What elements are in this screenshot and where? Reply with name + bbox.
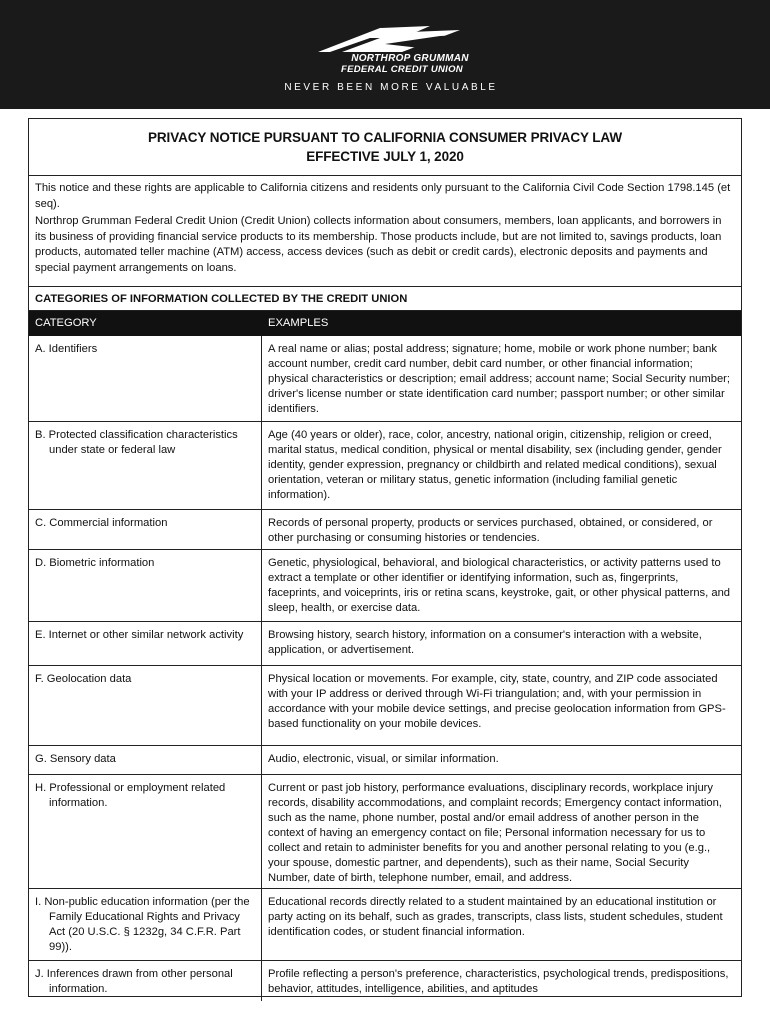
intro-paragraph-2: Northrop Grumman Federal Credit Union (Credit Union) collects information about consumers, members, loan applicants, and borrowers in its business of providing financial service products to its membership. Those products include, but are not limited to, savings products, loan products, automated teller machine (ATM) access, access devices (such as debit or credit cards), electronic deposits and payments and special payment arrangements on loans.: [35, 215, 722, 274]
row-examples: Age (40 years or older), race, color, ancestry, national origin, citizenship, religion or creed, marital status, medical condition, physical or mental disability, sex (including gender, gender identity, gender expression, pregnancy or childbirth and related medical conditions), sexual orientation, veteran or military status, genetic information (including familial genetic information).: [268, 429, 722, 501]
row-category: G. Sensory data: [35, 753, 116, 765]
table-row: [29, 510, 741, 550]
table-header: [29, 311, 741, 336]
title-line-2: EFFECTIVE JULY 1, 2020: [306, 149, 464, 164]
logo-text-line2: FEDERAL CREDIT UNION: [341, 64, 463, 75]
table-row: [29, 666, 741, 746]
table-row: [29, 422, 741, 510]
row-examples: Browsing history, search history, information on a consumer's interaction with a website, application, or advertisement.: [268, 629, 702, 656]
table-row: [29, 622, 741, 666]
row-category: J. Inferences drawn from other personal information.: [35, 968, 233, 995]
row-examples: A real name or alias; postal address; signature; home, mobile or work phone number; bank account number, credit card number, debit card number, or other financial information; physical characteristics or description; email address; account name; Social Security number; driver's license number or state identification card number; passport number; or other similar identifiers.: [268, 343, 730, 415]
row-examples: Profile reflecting a person's preference, characteristics, psychological trends, predispositions, behavior, attitudes, intelligence, abilities, and aptitudes: [268, 968, 729, 995]
row-examples: Genetic, physiological, behavioral, and biological characteristics, or activity patterns used to extract a template or other identifier or identifying information, such as, fingerprints, faceprints, and voiceprints, iris or retina scans, keystroke, gait, or other physical patterns, and sleep, health, or exercise data.: [268, 557, 731, 614]
row-examples: Current or past job history, performance evaluations, disciplinary records, workplace injury records, disability accommodations, and complaint records; Emergency contact information, such as the name, phone number, postal and/or email address of another person in the context of having an emergency contact on file; Personal information necessary for us to collect and retain to administer benefits for you and another personal relating to you (e.g., your spouse, domestic partner, and dependents), such as their name, Social Security Number, date of birth, telephone number, email, and address.: [268, 782, 722, 884]
row-category: A. Identifiers: [35, 343, 98, 355]
table-row: [29, 961, 741, 1001]
title-box: [29, 119, 741, 176]
row-category: I. Non-public education information (per the Family Educational Rights and Privacy Act (20 U.S.C. § 1232g, 34 C.F.R. Part 99)).: [35, 896, 250, 953]
tagline: NEVER BEEN MORE VALUABLE: [284, 82, 498, 93]
row-category: C. Commercial information: [35, 517, 168, 529]
row-category: D. Biometric information: [35, 557, 155, 569]
table-row: [29, 775, 741, 889]
row-examples: Audio, electronic, visual, or similar information.: [268, 753, 499, 765]
row-examples: Educational records directly related to a student maintained by an educational institution or party acting on its behalf, such as grades, transcripts, class lists, student schedules, student identification codes, or student financial information.: [268, 896, 723, 938]
intro-paragraph-1: This notice and these rights are applicable to California citizens and residents only pursuant to the California Civil Code Section 1798.145 (et seq).: [35, 182, 731, 210]
row-examples: Physical location or movements. For example, city, state, country, and ZIP code associated with your IP address or derived through Wi-Fi triangulation; and, with your permission in accordance with your mobile device settings, and precise geolocation information from GPS-based functionality on your mobile devices.: [268, 673, 726, 730]
title-line-1: PRIVACY NOTICE PURSUANT TO CALIFORNIA CONSUMER PRIVACY LAW: [148, 130, 622, 145]
column-header-examples: EXAMPLES: [268, 317, 329, 329]
row-examples: Records of personal property, products or services purchased, obtained, or considered, or other purchasing or consuming histories or tendencies.: [268, 517, 713, 544]
notice-frame: [28, 118, 742, 997]
row-category: F. Geolocation data: [35, 673, 132, 685]
table-row: [29, 336, 741, 422]
header-band: [0, 0, 770, 109]
table-row: [29, 889, 741, 961]
row-category: B. Protected classification characteristics under state or federal law: [35, 429, 238, 456]
table-row: [29, 550, 741, 622]
table-row: [29, 746, 741, 775]
row-category: H. Professional or employment related information.: [35, 782, 226, 809]
logo-text-line1: NORTHROP GRUMMAN: [351, 53, 469, 64]
row-category: E. Internet or other similar network activity: [35, 629, 244, 641]
section-heading: CATEGORIES OF INFORMATION COLLECTED BY THE CREDIT UNION: [29, 287, 741, 311]
intro-text: [29, 176, 741, 287]
column-header-category: CATEGORY: [35, 317, 97, 329]
categories-table: [29, 336, 741, 1001]
